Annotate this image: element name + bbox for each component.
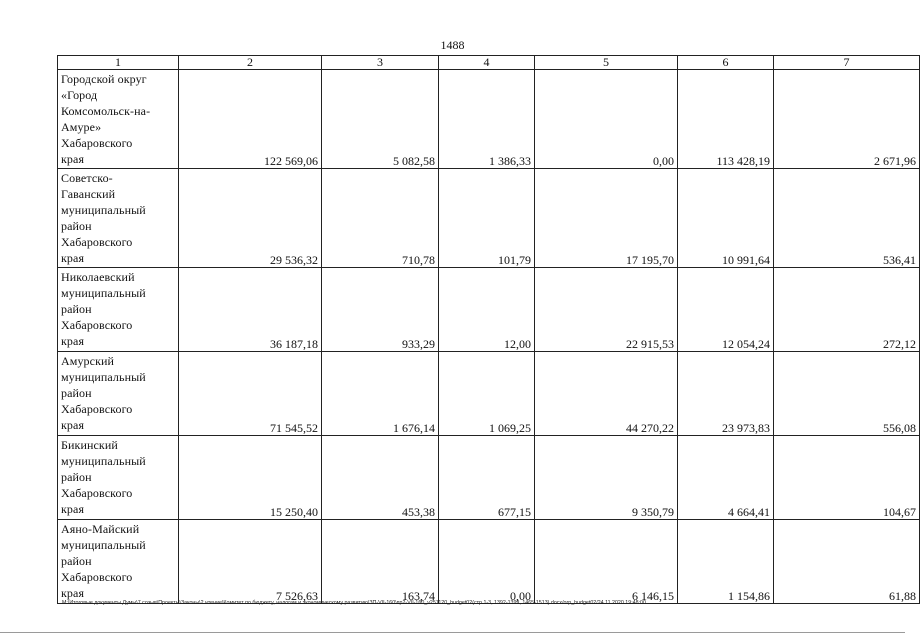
name-line: Амурский (61, 354, 115, 368)
value-cell: 536,41 (774, 169, 920, 268)
name-line: Комсомольск-на- (61, 104, 151, 118)
value-cell: 104,67 (774, 436, 920, 520)
value-cell: 272,12 (774, 268, 920, 352)
name-line: муниципальный (61, 203, 146, 217)
value-cell: 7 526,63 (179, 520, 322, 604)
municipality-name-cell (58, 70, 179, 169)
value-cell: 0,00 (439, 520, 535, 604)
name-line: Городской округ (61, 72, 147, 86)
column-header: 7 (774, 56, 920, 70)
value-cell: 5 082,58 (322, 70, 439, 169)
name-line: края (61, 586, 85, 600)
municipality-name-cell (58, 352, 179, 436)
table-row (58, 520, 920, 604)
name-line: Хабаровского (61, 402, 133, 416)
value-cell: 10 991,64 (678, 169, 774, 268)
municipality-name-cell (58, 436, 179, 520)
municipality-name-cell (58, 268, 179, 352)
value-cell: 44 270,22 (535, 352, 678, 436)
budget-table (57, 55, 920, 604)
value-cell: 1 069,25 (439, 352, 535, 436)
value-cell: 677,15 (439, 436, 535, 520)
name-line: муниципальный (61, 286, 146, 300)
value-cell: 163,74 (322, 520, 439, 604)
value-cell: 556,08 (774, 352, 920, 436)
table-row (58, 352, 920, 436)
name-line: края (61, 418, 85, 432)
name-line: Хабаровского (61, 235, 133, 249)
value-cell: 1 154,86 (678, 520, 774, 604)
value-cell: 29 536,32 (179, 169, 322, 268)
page-number: 1488 (440, 38, 465, 52)
column-number-row (58, 56, 920, 70)
value-cell: 22 915,53 (535, 268, 678, 352)
name-line: Гаванский (61, 187, 116, 201)
value-cell: 71 545,52 (179, 352, 322, 436)
name-line: Амуре» (61, 120, 102, 134)
name-line: Хабаровского (61, 318, 133, 332)
column-header: 2 (179, 56, 322, 70)
table-row (58, 169, 920, 268)
value-cell: 113 428,19 (678, 70, 774, 169)
value-cell: 122 569,06 (179, 70, 322, 169)
name-line: Бикинский (61, 438, 118, 452)
name-line: Советско- (61, 171, 113, 185)
name-line: края (61, 251, 85, 265)
column-header: 1 (58, 56, 179, 70)
name-line: район (61, 470, 92, 484)
value-cell: 1 676,14 (322, 352, 439, 436)
column-header: 3 (322, 56, 439, 70)
value-cell: 6 146,15 (535, 520, 678, 604)
document-path-footer: M:\Итоговые документы Думы\7 созыв\Проекты\Законы\2 чтение\Комитет по бюджету, налогам и экономическому развитию\ЗП-VII-160\пр2-VII-160_v251120_budget02(стр 1-3, 1392-1399, 1465-1513).docx/orp_budget02/24.11.2020 19:48:00 (62, 600, 646, 606)
scan-edge-divider (0, 632, 905, 633)
value-cell: 933,29 (322, 268, 439, 352)
name-line: район (61, 386, 92, 400)
column-header: 5 (535, 56, 678, 70)
name-line: район (61, 219, 92, 233)
value-cell: 12,00 (439, 268, 535, 352)
column-header: 6 (678, 56, 774, 70)
name-line: «Город (61, 88, 98, 102)
table-row (58, 70, 920, 169)
table-row (58, 436, 920, 520)
value-cell: 101,79 (439, 169, 535, 268)
value-cell: 710,78 (322, 169, 439, 268)
name-line: Николаевский (61, 270, 135, 284)
value-cell: 9 350,79 (535, 436, 678, 520)
value-cell: 2 671,96 (774, 70, 920, 169)
municipality-name-cell (58, 520, 179, 604)
value-cell: 4 664,41 (678, 436, 774, 520)
name-line: муниципальный (61, 454, 146, 468)
name-line: Аяно-Майский (61, 522, 140, 536)
value-cell: 0,00 (535, 70, 678, 169)
value-cell: 17 195,70 (535, 169, 678, 268)
value-cell: 12 054,24 (678, 268, 774, 352)
value-cell: 1 386,33 (439, 70, 535, 169)
municipality-name-cell (58, 169, 179, 268)
column-header: 4 (439, 56, 535, 70)
value-cell: 453,38 (322, 436, 439, 520)
name-line: район (61, 554, 92, 568)
name-line: Хабаровского (61, 486, 133, 500)
table-row (58, 268, 920, 352)
value-cell: 23 973,83 (678, 352, 774, 436)
name-line: Хабаровского (61, 136, 133, 150)
name-line: края (61, 152, 85, 166)
name-line: края (61, 502, 85, 516)
name-line: края (61, 334, 85, 348)
name-line: Хабаровского (61, 570, 133, 584)
value-cell: 15 250,40 (179, 436, 322, 520)
name-line: муниципальный (61, 370, 146, 384)
value-cell: 36 187,18 (179, 268, 322, 352)
value-cell: 61,88 (774, 520, 920, 604)
name-line: муниципальный (61, 538, 146, 552)
name-line: район (61, 302, 92, 316)
